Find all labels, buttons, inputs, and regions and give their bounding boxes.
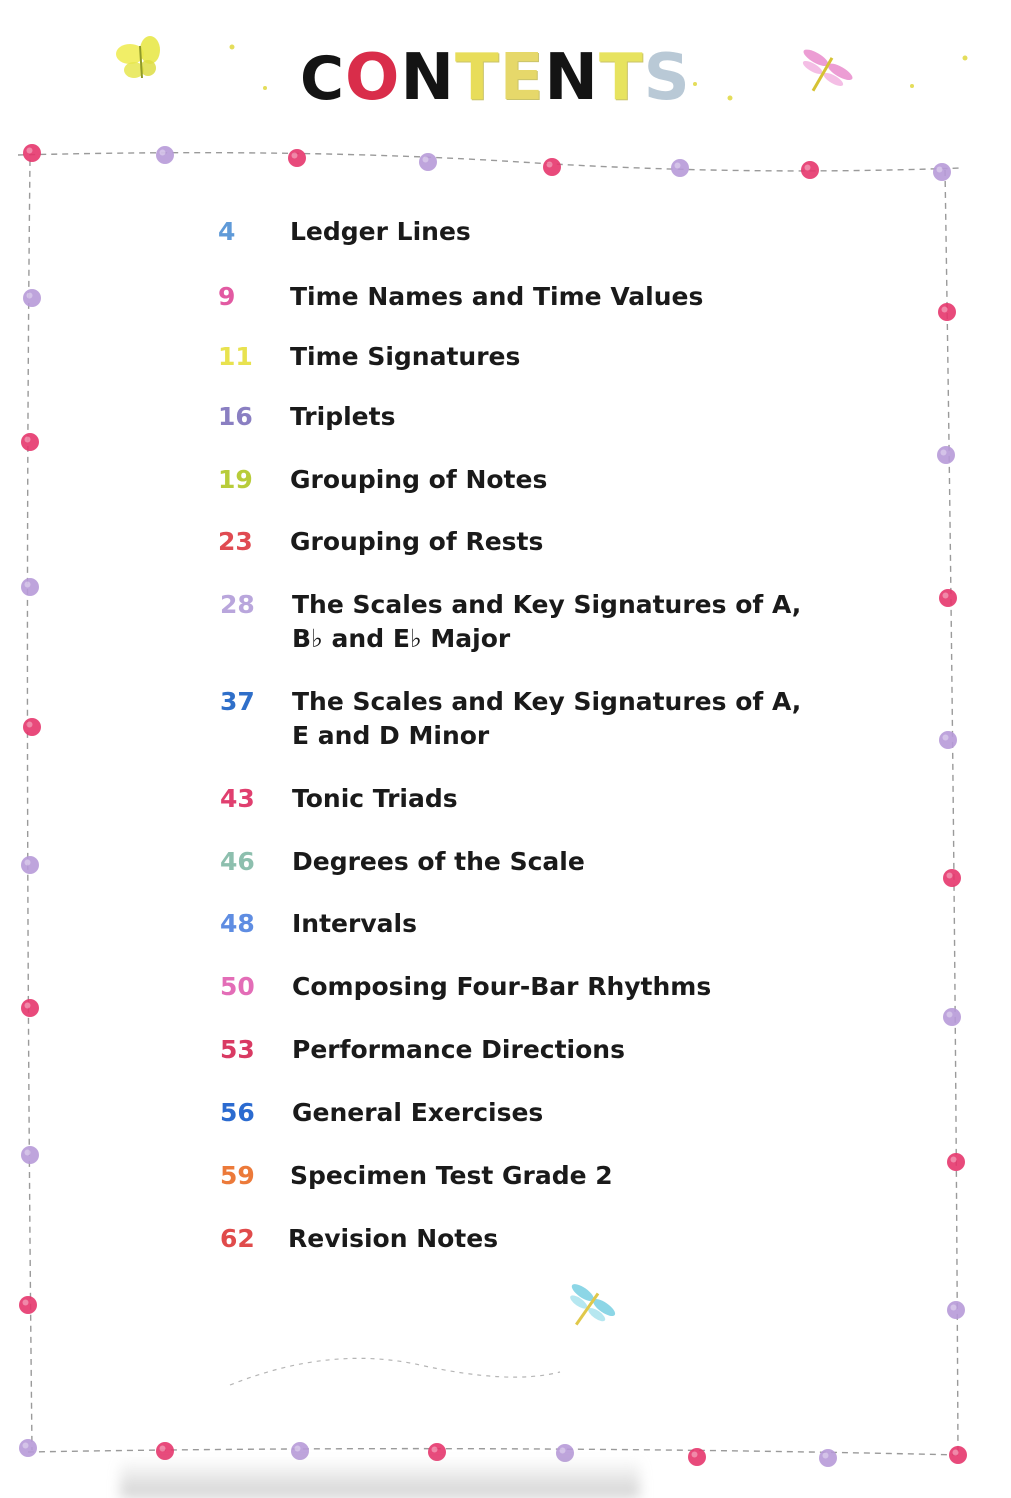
toc-page-number: 37	[220, 687, 255, 716]
border-dot-highlight	[947, 1012, 953, 1018]
toc-page-number: 4	[218, 217, 236, 246]
toc-entry	[218, 525, 810, 559]
border-dot	[939, 589, 957, 607]
border-dot-highlight	[692, 1452, 698, 1458]
title-letter: T	[598, 41, 644, 115]
toc-entry	[218, 215, 810, 249]
border-dot-highlight	[160, 1446, 166, 1452]
toc-page-number: 56	[220, 1098, 255, 1127]
border-dot	[947, 1153, 965, 1171]
toc-page-number: 43	[220, 784, 255, 813]
toc-title: General Exercises	[292, 1098, 544, 1127]
border-dot	[19, 1296, 37, 1314]
toc-page-number: 16	[218, 402, 253, 431]
toc-title: Ledger Lines	[290, 217, 471, 246]
toc-page-number: 53	[220, 1035, 255, 1064]
border-dot-highlight	[951, 1305, 957, 1311]
toc-title: Performance Directions	[292, 1035, 625, 1064]
title-letter: E	[499, 41, 545, 115]
border-dot-highlight	[25, 860, 31, 866]
border-left-line	[27, 160, 32, 1450]
border-dot	[933, 163, 951, 181]
border-dot	[801, 161, 819, 179]
border-dot-highlight	[943, 593, 949, 599]
title-letter: O	[345, 41, 401, 115]
toc-page-number: 19	[218, 465, 253, 494]
border-dot-highlight	[547, 162, 553, 168]
toc-title: The Scales and Key Signatures of A, E and D Minor	[292, 687, 802, 750]
butterfly-icon	[116, 36, 160, 78]
title-letter: N	[544, 41, 599, 115]
toc-page-number: 23	[218, 527, 253, 556]
toc-title: Time Signatures	[290, 342, 521, 371]
border-right-line	[945, 170, 958, 1455]
page-shadow	[120, 1458, 640, 1498]
title-letter: T	[455, 41, 500, 115]
border-dot	[19, 1439, 37, 1457]
title-letter: S	[643, 41, 691, 115]
border-dot	[21, 999, 39, 1017]
border-dot-highlight	[160, 150, 166, 156]
toc-title: Tonic Triads	[292, 784, 458, 813]
toc-entry	[220, 907, 812, 941]
toc-entry	[220, 1033, 812, 1067]
border-dot-highlight	[23, 1443, 29, 1449]
border-dot	[156, 146, 174, 164]
toc-title: Revision Notes	[288, 1224, 499, 1253]
dragonfly-icon	[789, 44, 856, 105]
border-dot-highlight	[951, 1157, 957, 1163]
border-dot-highlight	[947, 873, 953, 879]
border-dot	[21, 856, 39, 874]
toc-entry	[220, 970, 812, 1004]
border-dot-highlight	[25, 1003, 31, 1009]
border-dot	[543, 158, 561, 176]
border-dot-highlight	[937, 167, 943, 173]
toc-entry	[218, 463, 810, 497]
border-dot-highlight	[295, 1446, 301, 1452]
border-dot	[419, 153, 437, 171]
border-dot-highlight	[25, 437, 31, 443]
toc-entry	[220, 588, 812, 656]
border-dot	[23, 144, 41, 162]
border-dot-highlight	[27, 722, 33, 728]
border-dot-highlight	[943, 735, 949, 741]
border-dot	[943, 869, 961, 887]
border-dot-highlight	[292, 153, 298, 159]
title-letter: N	[400, 41, 456, 115]
border-dot-highlight	[25, 1150, 31, 1156]
title-letter: C	[300, 44, 346, 114]
toc-page-number: 9	[218, 282, 236, 311]
border-dot	[947, 1301, 965, 1319]
dragonfly-icon	[555, 1279, 619, 1340]
border-dot	[671, 159, 689, 177]
border-dot	[939, 731, 957, 749]
toc-title: Triplets	[290, 402, 396, 431]
border-dot-highlight	[432, 1447, 438, 1453]
border-dot	[23, 718, 41, 736]
toc-page-number: 62	[220, 1224, 255, 1253]
toc-title: Intervals	[292, 909, 417, 938]
toc-entry	[220, 845, 812, 879]
border-dot-highlight	[953, 1450, 959, 1456]
toc-title: The Scales and Key Signatures of A, B♭ and E♭ Major	[292, 590, 802, 653]
toc-entry	[220, 1222, 808, 1256]
border-dot	[688, 1448, 706, 1466]
toc-entry	[218, 340, 810, 374]
toc-title: Grouping of Rests	[290, 527, 544, 556]
border-dot-highlight	[823, 1453, 829, 1459]
border-dot	[819, 1449, 837, 1467]
border-dot-highlight	[27, 148, 33, 154]
toc-title: Grouping of Notes	[290, 465, 548, 494]
border-dot-highlight	[941, 450, 947, 456]
border-dot-highlight	[25, 582, 31, 588]
toc-entry	[218, 400, 810, 434]
border-dot	[943, 1008, 961, 1026]
border-dot	[21, 1146, 39, 1164]
border-dot-highlight	[423, 157, 429, 163]
border-dot-highlight	[27, 293, 33, 299]
toc-page-number: 46	[220, 847, 255, 876]
border-dot	[949, 1446, 967, 1464]
toc-entry	[220, 685, 812, 753]
border-dot	[21, 433, 39, 451]
border-dot-highlight	[560, 1448, 566, 1454]
toc-page-number: 28	[220, 590, 255, 619]
toc-title: Specimen Test Grade 2	[290, 1161, 613, 1190]
toc-entry	[220, 1096, 812, 1130]
dragonfly-trail	[230, 1358, 560, 1385]
border-dot	[937, 446, 955, 464]
toc-title: Composing Four-Bar Rhythms	[292, 972, 712, 1001]
toc-title: Degrees of the Scale	[292, 847, 585, 876]
toc-page-number: 59	[220, 1161, 255, 1190]
border-dot-highlight	[942, 307, 948, 313]
toc-page-number: 48	[220, 909, 255, 938]
border-dot-highlight	[805, 165, 811, 171]
border-dot	[288, 149, 306, 167]
toc-entry	[220, 1159, 810, 1193]
toc-title: Time Names and Time Values	[290, 282, 704, 311]
toc-page-number: 11	[218, 342, 253, 371]
border-dot	[21, 578, 39, 596]
toc-entry	[218, 280, 810, 314]
toc-entry	[220, 782, 812, 816]
border-dot-highlight	[675, 163, 681, 169]
border-dot-highlight	[23, 1300, 29, 1306]
border-dot	[23, 289, 41, 307]
toc-page-number: 50	[220, 972, 255, 1001]
border-dot	[938, 303, 956, 321]
